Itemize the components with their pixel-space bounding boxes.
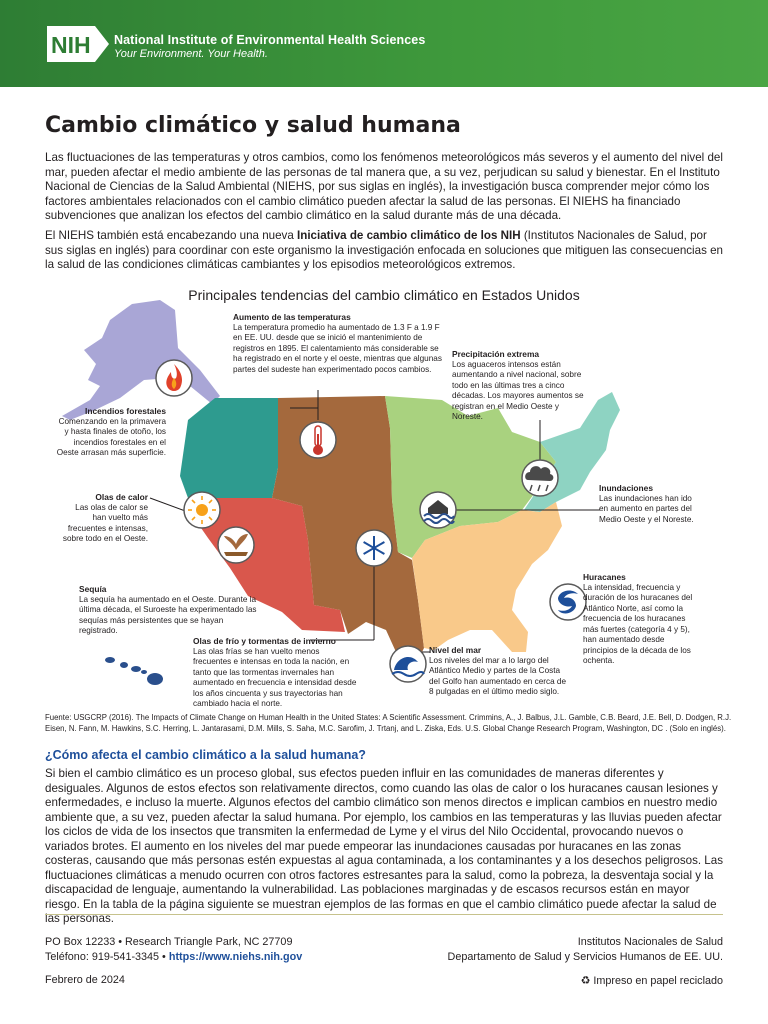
label-incendios-text: Comenzando en la primavera y hasta finales de otoño, los incendios forestales en el Oeste arrasan más superficie. [56,416,166,457]
label-calor-text: Las olas de calor se han vuelto más frecuentes e intensas, sobre todo en el Oeste. [62,502,148,543]
label-sequia-title: Sequía [79,584,107,594]
wave-icon [390,646,426,682]
label-temperaturas-title: Aumento de las temperaturas [233,312,351,322]
hurricane-icon [550,584,586,620]
label-frio-title: Olas de frío y tormentas de invierno [193,636,336,646]
region-alaska [62,300,220,420]
sun-icon [184,492,220,528]
label-temperaturas [233,312,448,375]
intro-p2-text-b: (Institutos Nacionales de Salud, por sus siglas en inglés) para coordinar con este organismo la investigación enfocada en soluciones que mitiguen las consecuencias en la salud de las condiciones climáticas cambiantes y los episodios meteorológicos extremos. [45,229,723,271]
org-name: National Institute of Environmental Health Sciences [114,33,426,47]
label-precipitacion-text: Los aguaceros intensos están aumentando a nivel nacional, sobre todo en las últimas tres a cinco décadas. Los mayores aumentos se registran en el Medio Oeste y Noreste. [452,359,584,421]
page-title: Cambio climático y salud humana [45,113,461,138]
label-precipitacion-title: Precipitación extrema [452,349,540,359]
intro-paragraph-2 [45,229,723,273]
footer-recycled-text: Impreso en papel reciclado [593,975,723,987]
header-banner [0,0,768,87]
intro-p2-text-a: El NIEHS también está encabezando una nueva [45,229,298,242]
recycle-icon: ♻ [580,975,594,987]
nih-logo-text: NIH [51,32,91,58]
label-huracanes-text: La intensidad, frecuencia y duración de los huracanes del Atlántico Norte, así como la frecuencia de los huracanes más fuertes (categoría 4 y 5), han aumentado desde principios de la década de los ochenta. [583,582,693,665]
label-mar-text: Los niveles del mar a lo largo del Atlántico Medio y partes de la Costa del Golfo han aumentado en cerca de 8 pulgadas en el último medio siglo. [429,655,567,696]
footer-date: Febrero de 2024 [45,974,125,986]
footer-agency-1: Institutos Nacionales de Salud [577,936,723,948]
label-mar-title: Nivel del mar [429,645,482,655]
footer-recycled [581,974,723,987]
website-link[interactable]: https://www.niehs.nih.gov [168,951,303,963]
intro-paragraph-1: Las fluctuaciones de las temperaturas y otros cambios, como los fenómenos meteorológicos más severos y el aumento del nivel del mar, pueden afectar el medio ambiente de las personas de tal manera que, a su vez, perjudican su salud y bienestar. En el Instituto Nacional de Ciencias de la Salud Ambiental (NIEHS, por sus siglas en inglés), la investigación busca comprender mejor cómo los factores ambientales relacionados con el cambio climático pueden afectar la salud de las personas. El NIEHS ha financiado subvenciones que analizan los efectos del cambio climático en la salud durante más de una década. [45,151,723,222]
snowflake-icon [356,530,392,566]
rain-cloud-icon [522,460,558,496]
thermometer-icon [300,422,336,458]
label-incendios [54,406,166,459]
label-mar [429,645,569,698]
footer-contact [45,951,302,963]
fire-icon [156,360,192,396]
label-sequia-text: La sequía ha aumentado en el Oeste. Durante la última década, el Suroeste ha experimentado las sequías más persistentes que se hayan registrado. [79,594,257,635]
org-tagline: Your Environment. Your Health. [114,48,268,60]
footer-agency-2: Departamento de Salud y Servicios Humanos de EE. UU. [447,951,723,963]
label-temperaturas-text: La temperatura promedio ha aumentado de 1.3 F a 1.9 F en EE. UU. desde que se inició el mantenimiento de registros en 1895. El calentamiento más considerable se ha registrado en el norte y el oeste, mientras que algunas partes del sudeste han experimentado pocos cambios. [233,322,442,374]
section-paragraph: Si bien el cambio climático es un proceso global, sus efectos pueden influir en las comunidades de maneras diferentes y desiguales. Algunos de estos efectos son relativamente directos, como cuando las olas de calor o los huracanes causan lesiones y enfermedades, e incluso la muerte. Algunos efectos del cambio climático son menos directos e implican cambios en nuestro medio ambiente que, a su vez, pueden afectar la salud humana. Por ejemplo, los cambios en las temperaturas y las lluvias pueden afectar los ciclos de vida de los insectos que transmiten la enfermedad de Lyme y el virus del Nilo Occidental, provocando nuevos o variados brotes. El aumento en los niveles del mar puede empeorar las inundaciones causadas por huracanes en las zonas costeras, causando que más personas estén expuestas al agua contaminada, a los contaminantes y a los desechos peligrosos. Las fluctuaciones climáticas a menudo ocurren con otros factores estresantes para la salud, como la pobreza, la desventaja social y la discapacidad de lenguaje, aumentando la vulnerabilidad. Las poblaciones marginadas y de escasos recursos están en mayor riesgo. En la tabla de la página siguiente se muestran ejemplos de las formas en que el cambio climático puede afectar la salud de las personas. [45,767,724,925]
label-incendios-title: Incendios forestales [85,406,166,416]
label-frio [193,636,359,710]
footer-divider [45,914,723,915]
label-huracanes-title: Huracanes [583,572,626,582]
label-inundaciones-text: Las inundaciones han ido en aumento en partes del Medio Oeste y el Noreste. [599,493,694,524]
flood-house-icon [420,492,456,528]
label-calor-title: Olas de calor [95,492,148,502]
region-hawaii [105,657,163,685]
footer-address: PO Box 12233 • Research Triangle Park, NC 27709 [45,936,293,948]
source-citation: Fuente: USGCRP (2016). The Impacts of Climate Change on Human Health in the United States: A Scientific Assessment. Crimmins, A., J. Balbus, J.L. Gamble, C.B. Beard, J.E. Bell, D. Dodgen, R.J. Eisen, N. Fann, M. Hawkins, S.C. Herring, L. Jantarasami, D.M. Mills, S. Saha, M.C. Sarofim, J. Trtanj, and L. Ziska, Eds. U.S. Global Change Research Program, Washington, DC . (Solo en inglés). [45,713,732,733]
label-frio-text: Las olas frías se han vuelto menos frecuentes e intensas en toda la nación, en tanto que las tormentas invernales han aumentado en frecuencia e intensidad desde los años cincuenta y sus trayectorias han cambiado hacia el norte. [193,646,357,708]
label-inundaciones [599,483,703,525]
label-sequia [79,584,259,637]
drought-icon [218,527,254,563]
nih-logo [45,24,111,64]
map-title: Principales tendencias del cambio climático en Estados Unidos [188,287,580,303]
nih-initiative-link[interactable]: Iniciativa de cambio climático de los NIH [297,229,521,242]
label-precipitacion [452,349,586,423]
label-inundaciones-title: Inundaciones [599,483,653,493]
section-heading: ¿Cómo afecta el cambio climático a la salud humana? [45,748,366,762]
label-huracanes [583,572,693,667]
label-calor [60,492,148,545]
footer-phone: Teléfono: 919-541-3345 • [45,951,169,963]
region-northwest [180,398,278,498]
